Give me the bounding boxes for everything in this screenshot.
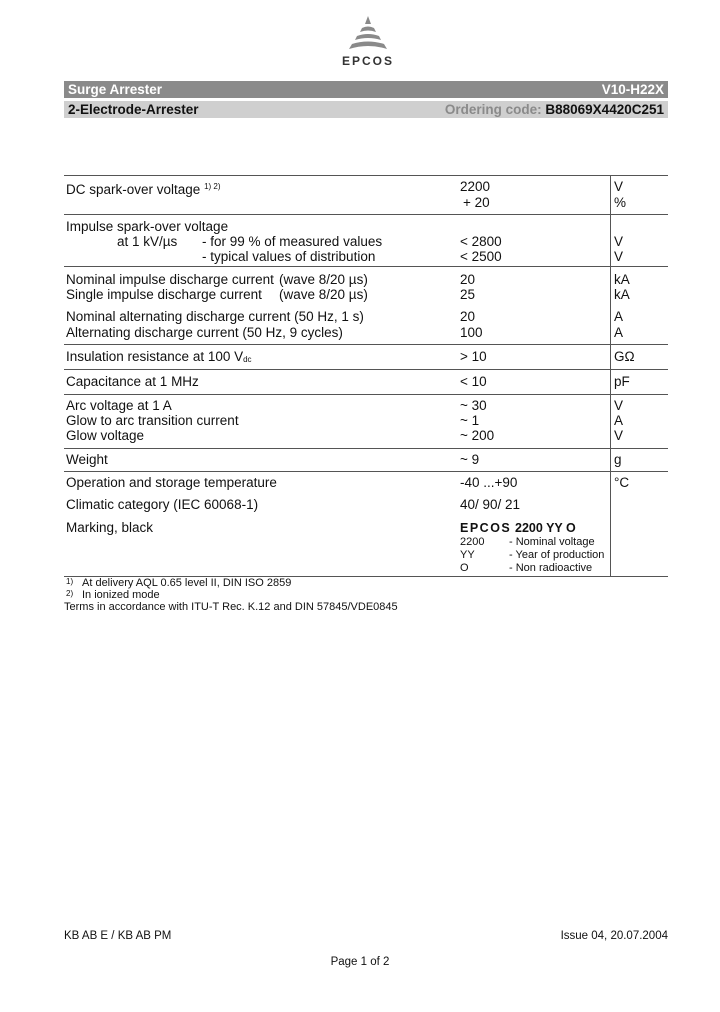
terms-text: Terms in accordance with ITU-T Rec. K.12 and DIN 57845/VDE0845 [64, 601, 398, 613]
footnote-number: 1) [66, 577, 74, 586]
spec-unit: pF [614, 374, 630, 389]
spec-unit: A [614, 413, 624, 428]
spec-value: ~ 1 [460, 413, 480, 428]
footnote-refs: 1) 2) [204, 182, 221, 191]
epcos-logo-icon [343, 16, 393, 54]
subtitle-bar [64, 101, 668, 118]
marking-legend-key: 2200 [460, 536, 485, 548]
spec-tolerance-unit: % [614, 195, 627, 210]
product-subtitle: 2-Electrode-Arrester [68, 102, 199, 117]
spec-sublabel-prefix: at 1 kV/µs [117, 234, 178, 249]
spec-label: Arc voltage at 1 A [66, 398, 172, 413]
spec-sublabel: - typical values of distribution [202, 249, 376, 264]
spec-table [64, 175, 668, 577]
footnote-text: At delivery AQL 0.65 level II, DIN ISO 2859 [82, 577, 292, 589]
spec-value: 20 [460, 309, 476, 324]
title-bar [64, 81, 668, 98]
footer-department: KB AB E / KB AB PM [64, 930, 172, 942]
spec-unit: V [614, 179, 624, 194]
spec-unit: GΩ [614, 349, 635, 364]
spec-value: 100 [460, 325, 483, 340]
spec-unit: g [614, 452, 622, 467]
spec-row-climatic [64, 493, 668, 515]
spec-row-insulation [64, 344, 668, 369]
spec-value: ~ 30 [460, 398, 487, 413]
spec-condition: (wave 8/20 µs) [279, 287, 368, 302]
logo-text: EPCOS [341, 54, 394, 68]
spec-unit: A [614, 325, 624, 340]
spec-row-marking [64, 516, 668, 576]
page-number: Page 1 of 2 [330, 956, 390, 968]
ordering-code-label: Ordering code: [444, 102, 542, 117]
spec-value: 2200 [460, 179, 491, 194]
spec-label: DC spark-over voltage $^{1) 2)}$ [66, 182, 221, 197]
spec-label: Nominal impulse discharge current [66, 272, 274, 287]
spec-row-capacitance [64, 369, 668, 394]
spec-value: > 10 [460, 349, 487, 364]
footer-issue: Issue 04, 20.07.2004 [560, 930, 668, 942]
spec-condition: (wave 8/20 µs) [279, 272, 368, 287]
spec-unit: V [614, 428, 624, 443]
spec-row-impulse-current [64, 266, 668, 305]
marking-legend-desc: - Nominal voltage [509, 536, 595, 548]
spec-value: 25 [460, 287, 476, 302]
spec-unit: °C [614, 475, 630, 490]
marking-sample [460, 520, 576, 536]
footnote-number: 2) [66, 589, 74, 598]
spec-unit: kA [614, 272, 630, 287]
product-type: V10-H22X [601, 82, 664, 97]
spec-label: Capacitance at 1 MHz [66, 374, 199, 389]
spec-row-alternating [64, 304, 668, 343]
spec-label: Weight [66, 452, 108, 467]
spec-value: < 2500 [460, 249, 502, 264]
spec-row-arc-glow [64, 394, 668, 448]
ordering-code-group [445, 101, 664, 118]
spec-unit: V [614, 398, 624, 413]
spec-label-subscript: dc [243, 355, 252, 364]
spec-label: Marking, black [66, 520, 154, 535]
ordering-code: B88069X4420C251 [545, 102, 664, 117]
spec-label: Single impulse discharge current [66, 287, 262, 302]
footnote-text: In ionized mode [82, 589, 160, 601]
marking-code: 2200 YY O [515, 521, 576, 535]
spec-row-weight [64, 448, 668, 471]
spec-sublabel: - for 99 % of measured values [202, 234, 383, 249]
spec-label: Nominal alternating discharge current (50 Hz, 1 s) [66, 309, 364, 324]
marking-brand: EPCOS [460, 521, 512, 535]
spec-label: Impulse spark-over voltage [66, 219, 229, 234]
spec-unit: kA [614, 287, 630, 302]
spec-label: Climatic category (IEC 60068-1) [66, 497, 259, 512]
spec-unit: V [614, 249, 624, 264]
spec-value: 40/ 90/ 21 [460, 497, 521, 512]
spec-unit: A [614, 309, 624, 324]
spec-value: < 2800 [460, 234, 502, 249]
spec-value: ~ 200 [460, 428, 495, 443]
spec-row-dc-spark [64, 175, 668, 214]
spec-value: -40 ...+90 [460, 475, 518, 490]
marking-legend-key: YY [460, 549, 475, 561]
marking-legend-desc: - Year of production [509, 549, 605, 561]
spec-tolerance: + 20 [463, 195, 490, 210]
spec-label: Alternating discharge current (50 Hz, 9 cycles) [66, 325, 343, 340]
marking-legend-key: O [460, 562, 469, 574]
spec-unit: V [614, 234, 624, 249]
spec-label: Operation and storage temperature [66, 475, 277, 490]
epcos-logo [333, 16, 403, 70]
spec-row-temperature [64, 471, 668, 494]
spec-row-impulse [64, 214, 668, 266]
spec-value: < 10 [460, 374, 487, 389]
spec-label: Glow voltage [66, 428, 145, 443]
spec-label: Glow to arc transition current [66, 413, 239, 428]
spec-value: ~ 9 [460, 452, 480, 467]
marking-legend-desc: - Non radioactive [509, 562, 593, 574]
product-title: Surge Arrester [68, 82, 163, 97]
spec-value: 20 [460, 272, 476, 287]
spec-label: Insulation resistance at 100 $V_{dc}$ [66, 349, 252, 364]
